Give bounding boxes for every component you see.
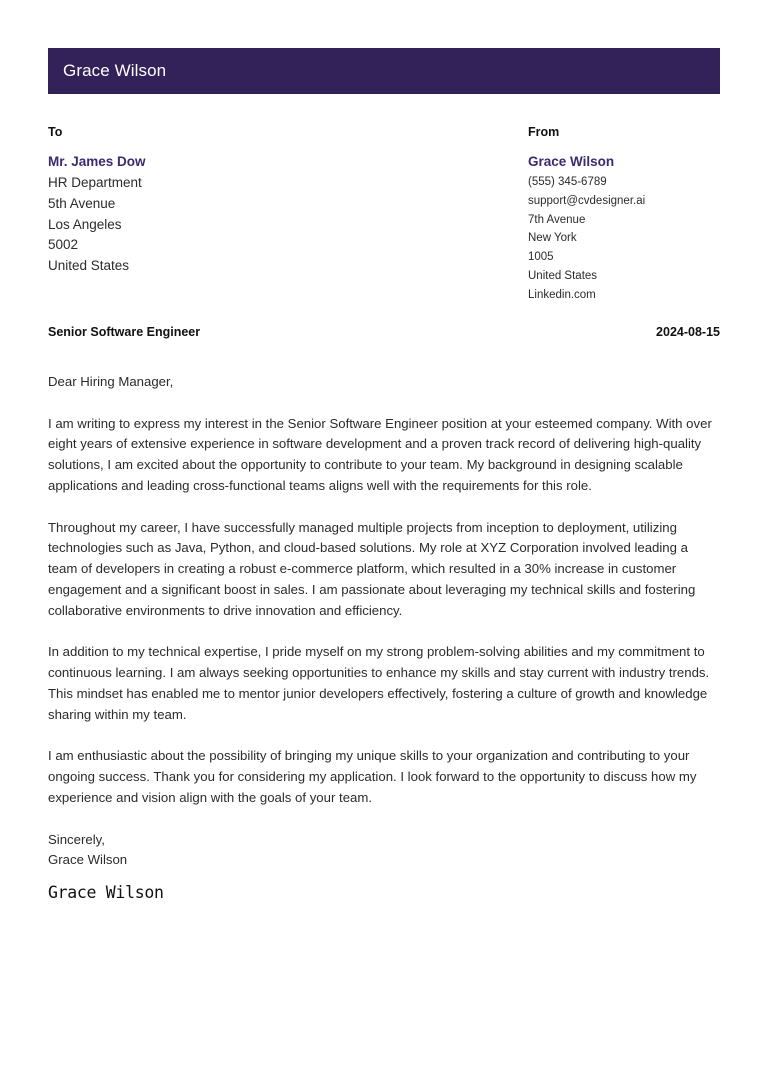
closing-phrase: Sincerely, — [48, 831, 105, 847]
subject-row — [48, 323, 720, 341]
salutation: Dear Hiring Manager, — [48, 374, 174, 389]
signature: Grace Wilson — [48, 883, 164, 903]
sender-postal-code: 1005 — [528, 251, 554, 264]
to-label: To — [48, 125, 63, 139]
letter-date: 2024-08-15 — [656, 325, 720, 339]
recipient-street: 5th Avenue — [48, 195, 116, 211]
sender-name: Grace Wilson — [528, 154, 615, 169]
recipient-department: HR Department — [48, 175, 142, 190]
recipient-name: Mr. James Dow — [48, 154, 146, 169]
closing-name: Grace Wilson — [48, 852, 128, 868]
closing-block — [48, 830, 720, 872]
letter-paragraph: In addition to my technical expertise, I pride myself on my strong problem-solving abilities and my commitment to continuous learning. I am always seeking opportunities to enhance my skills and stay current with industry trends. This mindset has enabled me to mentor junior developers effectively, fostering a culture of growth and knowledge sharing within my team. — [48, 644, 710, 722]
subject-title: Senior Software Engineer — [48, 325, 201, 339]
letter-paragraph: I am enthusiastic about the possibility of bringing my unique skills to your organization and contributing to your ongoing success. Thank you for considering my application. I look forward to the opportunity to discuss how my experience and vision align with the goals of your team. — [48, 748, 697, 805]
sender-country: United States — [528, 269, 598, 282]
header-banner — [48, 48, 720, 94]
sender-phone: (555) 345-6789 — [528, 176, 607, 188]
letter-body — [48, 372, 720, 904]
recipient-city: Los Angeles — [48, 216, 122, 232]
recipient-postal-code: 5002 — [48, 237, 79, 253]
recipient-country: United States — [48, 258, 130, 274]
sender-website: Linkedin.com — [528, 288, 596, 301]
header-name: Grace Wilson — [63, 61, 167, 80]
sender-city: New York — [528, 232, 577, 245]
from-label: From — [528, 125, 560, 139]
recipient-block — [48, 124, 348, 277]
letter-paragraph: I am writing to express my interest in the Senior Software Engineer position at your esteemed company. With over eight years of extensive experience in software development and a proven track record of delivering high-quality solutions, I am excited about the opportunity to contribute to your team. My background in designing scalable applications and leading cross-functional teams aligns well with the requirements for this role. — [48, 415, 712, 493]
sender-street: 7th Avenue — [528, 213, 586, 226]
sender-email: support@cvdesigner.ai — [528, 194, 646, 207]
sender-block — [528, 124, 720, 305]
letter-paragraph: Throughout my career, I have successfully managed multiple projects from inception to deployment, utilizing technologies such as Java, Python, and cloud-based solutions. My role at XYZ Corporation involved leading a team of developers in creating a robust e-commerce platform, which resulted in a 30% increase in customer engagement and a significant boost in sales. I am passionate about leveraging my technical skills and fostering collaborative environments to drive innovation and efficiency. — [48, 519, 696, 618]
